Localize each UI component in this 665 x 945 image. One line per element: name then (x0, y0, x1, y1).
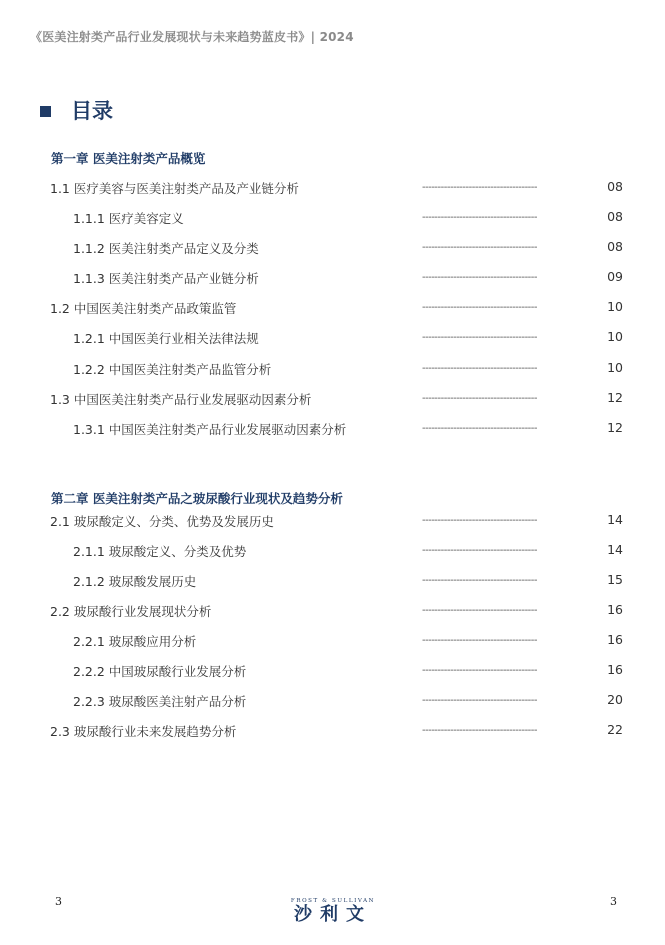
toc-entry-page: 08 (607, 209, 623, 224)
toc-entry[interactable] (0, 209, 665, 227)
toc-leader-dots: ------------------------------------- (422, 515, 538, 526)
toc-entry[interactable] (0, 329, 665, 347)
toc-entry-page: 10 (607, 360, 623, 375)
toc-entry[interactable] (0, 632, 665, 650)
toc-leader-dots: ------------------------------------- (422, 363, 538, 374)
toc-entry-page: 09 (607, 269, 623, 284)
toc-leader-dots: ------------------------------------- (422, 665, 538, 676)
toc-entry[interactable] (0, 722, 665, 740)
toc-entry-label: 1.2 中国医美注射类产品政策监管 (50, 301, 237, 316)
toc-leader-dots: ------------------------------------- (422, 332, 538, 343)
toc-entry-page: 15 (607, 572, 623, 587)
toc-entry-page: 14 (607, 512, 623, 527)
chapter-1-title[interactable]: 第一章 医美注射类产品概览 (51, 151, 206, 166)
toc-entry-label: 2.1 玻尿酸定义、分类、优势及发展历史 (50, 514, 274, 529)
toc-leader-dots: ------------------------------------- (422, 605, 538, 616)
toc-entry-label: 2.1.2 玻尿酸发展历史 (73, 574, 197, 589)
toc-leader-dots: ------------------------------------- (422, 725, 538, 736)
toc-entry[interactable] (0, 602, 665, 620)
toc-leader-dots: ------------------------------------- (422, 182, 538, 193)
toc-leader-dots: ------------------------------------- (422, 545, 538, 556)
toc-entry-page: 08 (607, 239, 623, 254)
toc-entry[interactable] (0, 239, 665, 257)
toc-entry-label: 1.1.2 医美注射类产品定义及分类 (73, 241, 259, 256)
toc-entry[interactable] (0, 542, 665, 560)
toc-entry[interactable] (0, 390, 665, 408)
toc-entry-label: 2.2.3 玻尿酸医美注射产品分析 (73, 694, 247, 709)
toc-entry-page: 16 (607, 632, 623, 647)
frost-sullivan-logo (283, 898, 383, 926)
toc-entry-page: 12 (607, 390, 623, 405)
toc-entry-label: 1.1.3 医美注射类产品产业链分析 (73, 271, 259, 286)
toc-leader-dots: ------------------------------------- (422, 272, 538, 283)
toc-entry-page: 20 (607, 692, 623, 707)
toc-entry-label: 1.1.1 医疗美容定义 (73, 211, 184, 226)
toc-entry-page: 22 (607, 722, 623, 737)
toc-leader-dots: ------------------------------------- (422, 302, 538, 313)
toc-entry-label: 1.3.1 中国医美注射类产品行业发展驱动因素分析 (73, 422, 347, 437)
toc-entry-label: 2.2.1 玻尿酸应用分析 (73, 634, 197, 649)
toc-entry-label: 1.2.2 中国医美注射类产品监管分析 (73, 362, 272, 377)
toc-entry-label: 2.2 玻尿酸行业发展现状分析 (50, 604, 212, 619)
toc-leader-dots: ------------------------------------- (422, 695, 538, 706)
toc-leader-dots: ------------------------------------- (422, 423, 538, 434)
toc-entry[interactable] (0, 299, 665, 317)
footer-page-number-right: 3 (610, 895, 617, 908)
toc-entry-label: 2.3 玻尿酸行业未来发展趋势分析 (50, 724, 237, 739)
toc-entry[interactable] (0, 512, 665, 530)
logo-main-text: 沙利文 (294, 904, 372, 925)
toc-entry[interactable] (0, 179, 665, 197)
toc-leader-dots: ------------------------------------- (422, 635, 538, 646)
toc-entry[interactable] (0, 572, 665, 590)
toc-entry-page: 16 (607, 662, 623, 677)
toc-entry-page: 08 (607, 179, 623, 194)
toc-leader-dots: ------------------------------------- (422, 393, 538, 404)
toc-entry[interactable] (0, 360, 665, 378)
header-title: 《医美注射类产品行业发展现状与未来趋势蓝皮书》| 2024 (30, 30, 354, 44)
toc-entry-label: 2.1.1 玻尿酸定义、分类及优势 (73, 544, 247, 559)
square-bullet-icon (40, 106, 51, 117)
toc-entry[interactable] (0, 662, 665, 680)
toc-leader-dots: ------------------------------------- (422, 212, 538, 223)
toc-title: 目录 (71, 99, 113, 123)
footer-page-number-left: 3 (55, 895, 62, 908)
toc-heading (40, 95, 113, 125)
toc-entry-label: 1.1 医疗美容与医美注射类产品及产业链分析 (50, 181, 299, 196)
toc-entry-page: 10 (607, 299, 623, 314)
toc-entry[interactable] (0, 692, 665, 710)
toc-entry-page: 10 (607, 329, 623, 344)
toc-entry[interactable] (0, 269, 665, 287)
toc-entry-label: 1.2.1 中国医美行业相关法律法规 (73, 331, 259, 346)
chapter-2-title[interactable]: 第二章 医美注射类产品之玻尿酸行业现状及趋势分析 (51, 491, 343, 506)
toc-entry-label: 1.3 中国医美注射类产品行业发展驱动因素分析 (50, 392, 312, 407)
logo-top-text: FROST & SULLIVAN (290, 898, 376, 904)
toc-entry-page: 14 (607, 542, 623, 557)
toc-leader-dots: ------------------------------------- (422, 242, 538, 253)
toc-entry-page: 12 (607, 420, 623, 435)
toc-entry[interactable] (0, 420, 665, 438)
toc-entry-page: 16 (607, 602, 623, 617)
toc-entry-label: 2.2.2 中国玻尿酸行业发展分析 (73, 664, 247, 679)
toc-leader-dots: ------------------------------------- (422, 575, 538, 586)
